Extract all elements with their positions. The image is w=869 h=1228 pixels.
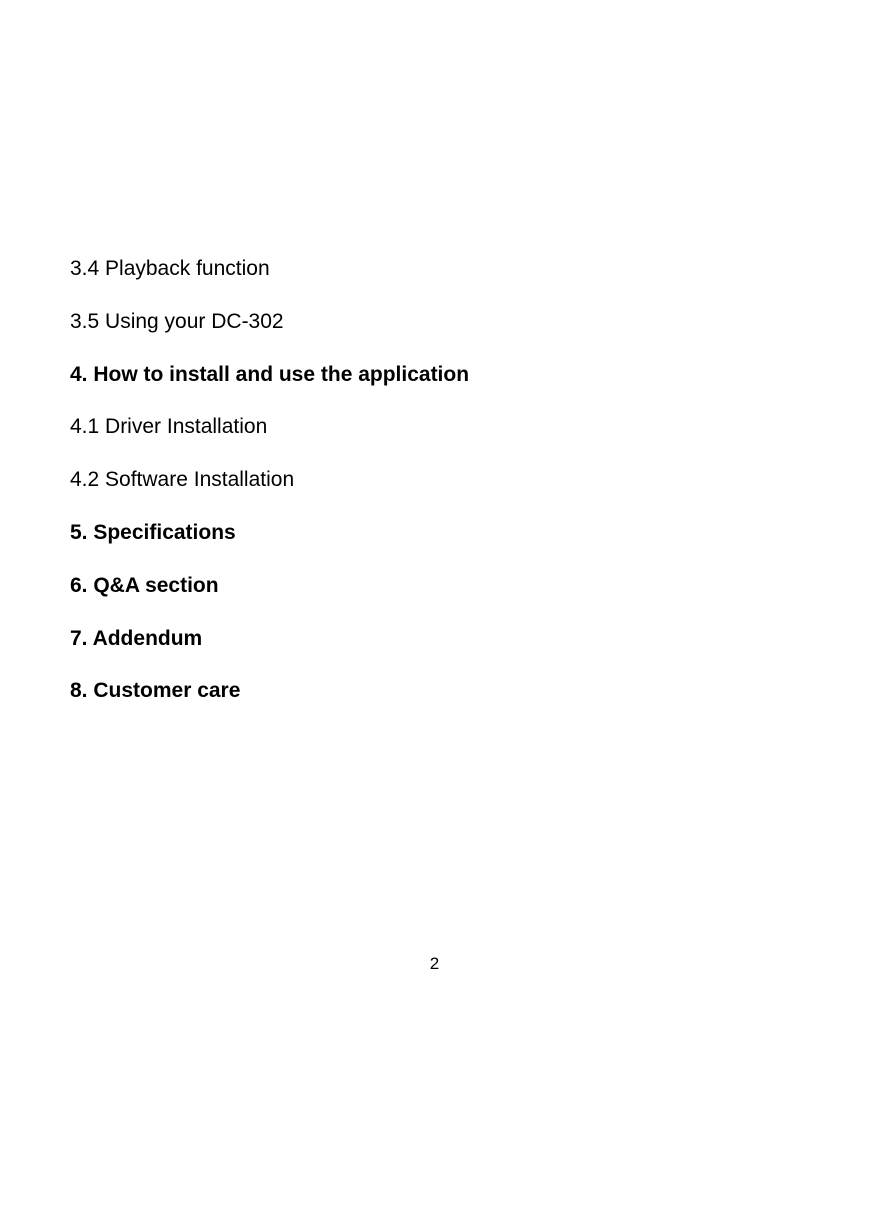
toc-heading-6: 6. Q&A section: [70, 573, 219, 597]
table-of-contents: [70, 255, 469, 730]
toc-heading-5: 5. Specifications: [70, 520, 236, 544]
toc-heading-4: 4. How to install and use the application: [70, 362, 470, 386]
toc-heading-8: 8. Customer care: [70, 679, 241, 703]
toc-heading-7: 7. Addendum: [70, 626, 203, 650]
toc-entry-4-1: 4.1 Driver Installation: [70, 415, 268, 439]
toc-entry-4-2: 4.2 Software Installation: [70, 468, 295, 492]
toc-entry-3-5: 3.5 Using your DC-302: [70, 309, 284, 333]
page-number: 2: [429, 954, 440, 973]
toc-entry-3-4: 3.4 Playback function: [70, 257, 270, 280]
